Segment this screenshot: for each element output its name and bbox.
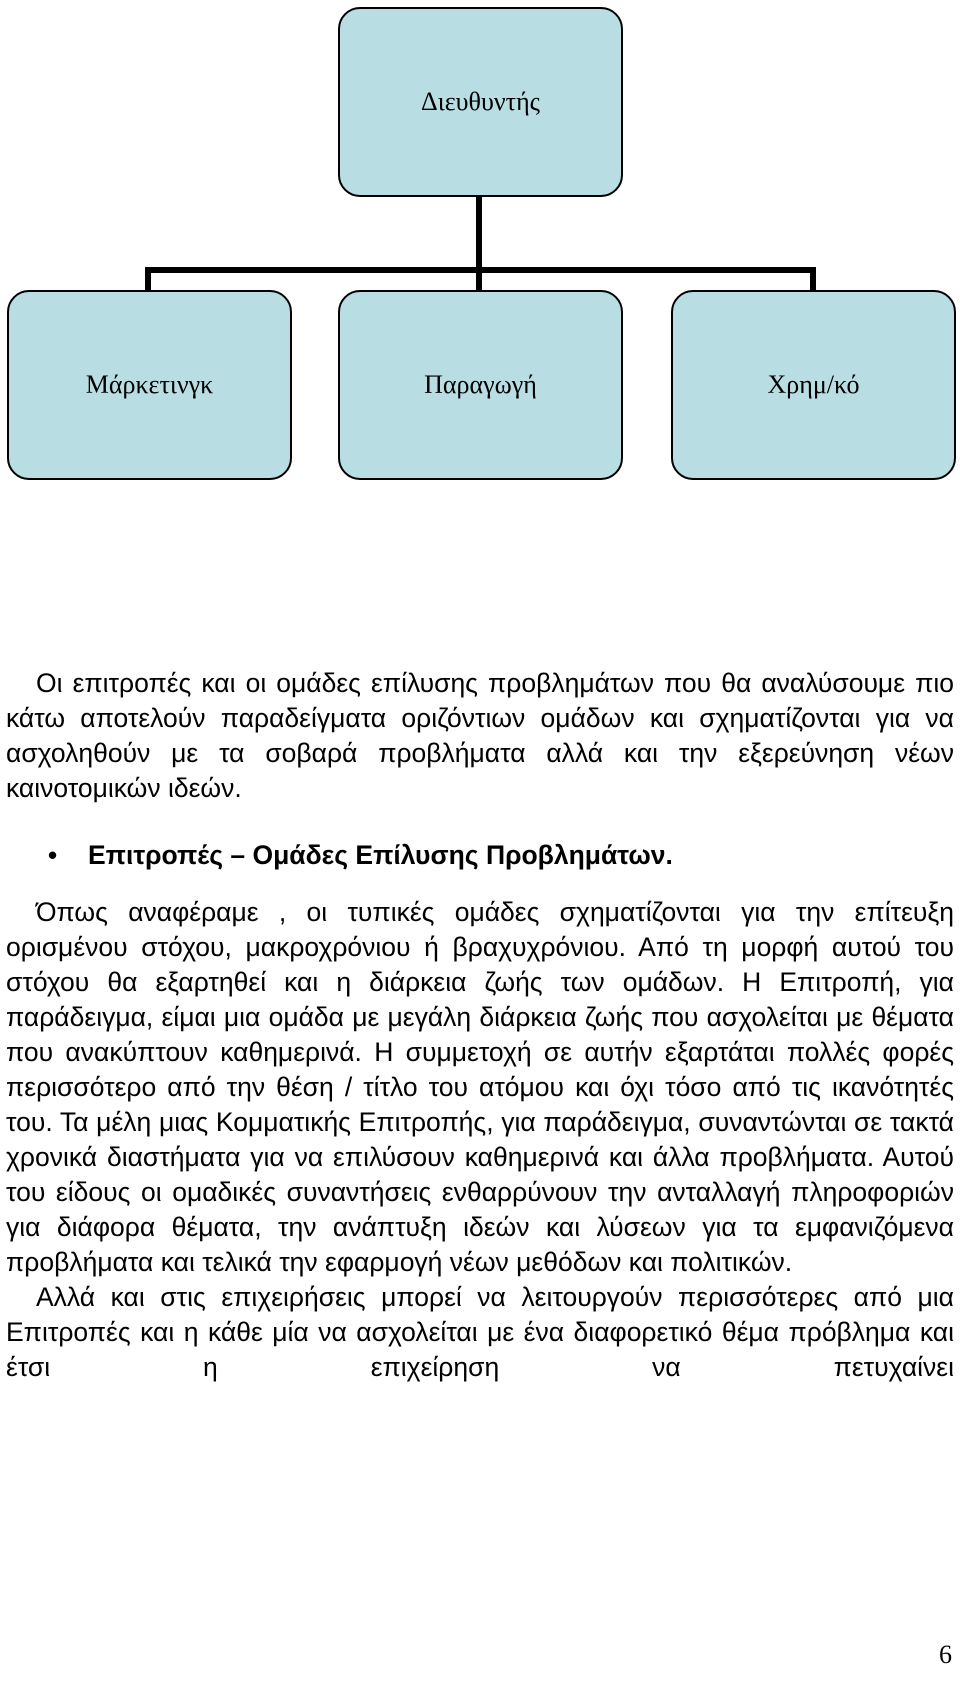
connector-root (476, 197, 482, 272)
org-chart (0, 0, 960, 500)
org-box-marketing (7, 290, 292, 480)
page-number: 6 (939, 1640, 952, 1669)
connector-child-2 (476, 267, 482, 292)
document-body (6, 666, 954, 1385)
bullet-heading: Επιτροπές – Ομάδες Επίλυσης Προβλημάτων. (88, 840, 673, 870)
org-box-director (338, 7, 623, 197)
org-box-production (338, 290, 623, 480)
org-box-marketing-label: Μάρκετινγκ (85, 370, 214, 399)
connector-child-3 (810, 267, 816, 292)
org-box-production-label: Παραγωγή (424, 370, 537, 399)
paragraph-intro: Οι επιτροπές και οι ομάδες επίλυσης προβλημάτων που θα αναλύσουμε πιο κάτω αποτελούν παραδείγματα οριζόντιων ομάδων και σχηματίζονται για να ασχοληθούν με τα σοβαρά προβλήματα αλλά και την εξερεύνηση νέων καινοτομικών ιδεών. (6, 668, 954, 803)
org-box-finance (671, 290, 956, 480)
connector-child-1 (145, 267, 151, 292)
paragraph-committees: Όπως αναφέραμε , οι τυπικές ομάδες σχηματίζονται για την επίτευξη ορισμένου στόχου, μακροχρόνιου ή βραχυχρόνιου. Από τη μορφή αυτού του στόχου θα εξαρτηθεί και η διάρκεια ζωής των ομάδων. Η Επιτροπή, για παράδειγμα, είμαι μια ομάδα με μεγάλη διάρκεια ζωής που ασχολείται με θέματα που ανακύπτουν καθημερινά. Η συμμετοχή σε αυτήν εξαρτάται πολλές φορές περισσότερο από την θέση / τίτλο του ατόμου και όχι τόσο από τις ικανότητές του. Τα μέλη μιας Κομματικής Επιτροπής, για παράδειγμα, συναντώνται σε τακτά χρονικά διαστήματα για να επιλύσουν καθημερινά και άλλα προβλήματα. Αυτού του είδους οι ομαδικές συναντήσεις ενθαρρύνουν την ανταλλαγή πληροφοριών για διάφορα θέματα, την ανάπτυξη ιδεών και λύσεων για τα εμφανιζόμενα προβλήματα και τελικά την εφαρμογή νέων μεθόδων και πολιτικών. (6, 897, 954, 1277)
org-box-director-label: Διευθυντής (421, 87, 540, 116)
paragraph-business: Αλλά και στις επιχειρήσεις μπορεί να λειτουργούν περισσότερες από μια Επιτροπές και η κάθε μία να ασχολείται με ένα διαφορετικό θέμα πρόβλημα και έτσι η επιχείρηση να πετυχαίνει (6, 1282, 954, 1382)
bullet-icon: • (48, 840, 58, 870)
org-box-finance-label: Χρημ/κό (767, 370, 860, 399)
bullet-item (6, 838, 954, 873)
